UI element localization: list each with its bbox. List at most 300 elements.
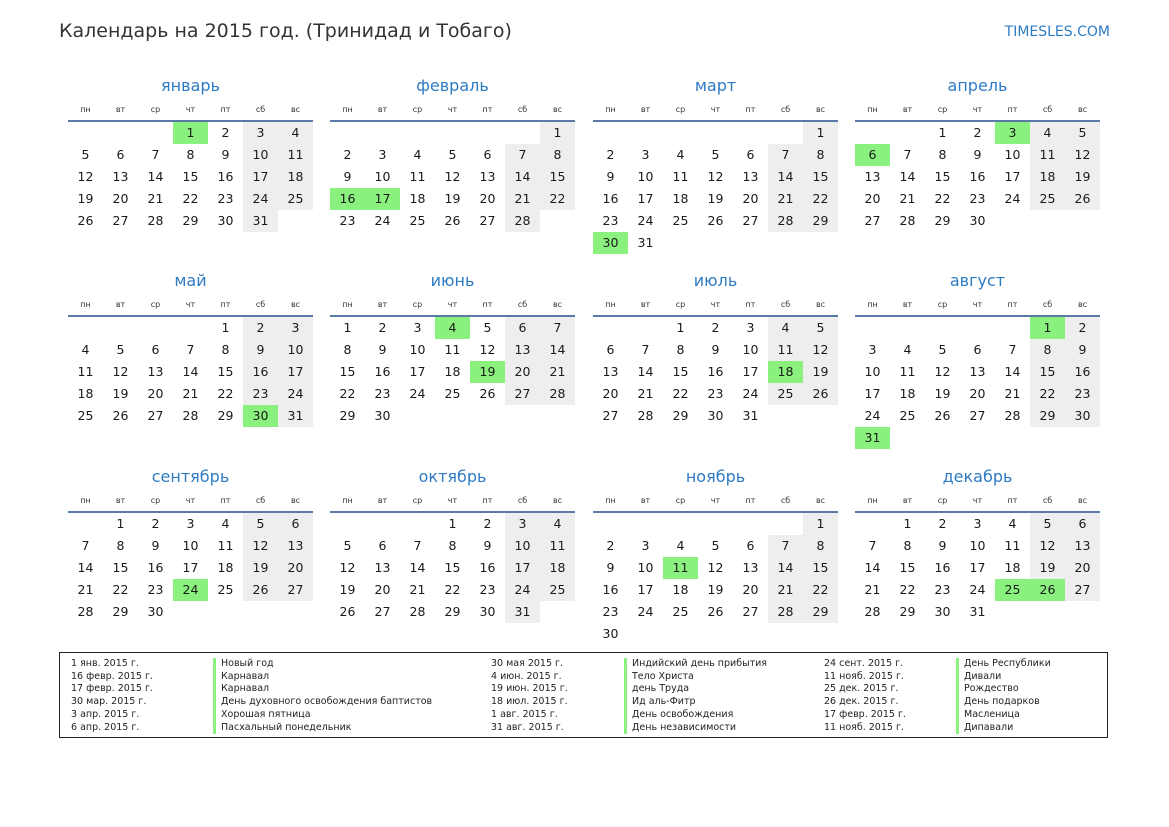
day-cell[interactable]: 22	[182, 191, 199, 206]
day-cell[interactable]: 10	[409, 342, 426, 357]
day-cell[interactable]: 25	[768, 383, 803, 405]
day-cell[interactable]: 16	[602, 191, 619, 206]
day-cell[interactable]: 24	[243, 188, 278, 210]
day-cell[interactable]: 15	[1030, 361, 1065, 383]
day-cell[interactable]: 8	[803, 535, 838, 557]
day-cell[interactable]: 29	[803, 601, 838, 623]
day-cell[interactable]: 15	[217, 364, 234, 379]
day-cell[interactable]: 26	[1065, 188, 1100, 210]
day-cell[interactable]: 10	[742, 342, 759, 357]
holiday-day[interactable]: 17	[365, 188, 400, 210]
day-cell[interactable]: 29	[182, 213, 199, 228]
day-cell[interactable]: 15	[444, 560, 461, 575]
holiday-day[interactable]: 26	[1030, 579, 1065, 601]
day-cell[interactable]: 22	[934, 191, 951, 206]
day-cell[interactable]: 11	[444, 342, 461, 357]
day-cell[interactable]: 31	[637, 235, 654, 250]
day-cell[interactable]: 11	[899, 364, 916, 379]
day-cell[interactable]: 8	[1030, 339, 1065, 361]
day-cell[interactable]: 14	[182, 364, 199, 379]
day-cell[interactable]: 3	[868, 342, 877, 357]
day-cell[interactable]: 26	[243, 579, 278, 601]
day-cell[interactable]: 5	[343, 538, 352, 553]
day-cell[interactable]: 21	[864, 582, 881, 597]
day-cell[interactable]: 10	[243, 144, 278, 166]
day-cell[interactable]: 24	[278, 383, 313, 405]
day-cell[interactable]: 7	[413, 538, 422, 553]
day-cell[interactable]: 1	[938, 125, 947, 140]
day-cell[interactable]: 28	[505, 210, 540, 232]
day-cell[interactable]: 1	[803, 513, 838, 535]
day-cell[interactable]: 1	[540, 122, 575, 144]
day-cell[interactable]: 26	[934, 408, 951, 423]
day-cell[interactable]: 21	[768, 579, 803, 601]
day-cell[interactable]: 28	[768, 210, 803, 232]
day-cell[interactable]: 8	[221, 342, 230, 357]
day-cell[interactable]: 8	[938, 147, 947, 162]
day-cell[interactable]: 5	[711, 538, 720, 553]
day-cell[interactable]: 4	[903, 342, 912, 357]
day-cell[interactable]: 13	[742, 560, 759, 575]
holiday-day[interactable]: 1	[1030, 317, 1065, 339]
day-cell[interactable]: 27	[969, 408, 986, 423]
day-cell[interactable]: 24	[742, 386, 759, 401]
day-cell[interactable]: 1	[116, 516, 125, 531]
day-cell[interactable]: 31	[243, 210, 278, 232]
day-cell[interactable]: 14	[768, 166, 803, 188]
day-cell[interactable]: 14	[505, 166, 540, 188]
day-cell[interactable]: 15	[672, 364, 689, 379]
day-cell[interactable]: 26	[77, 213, 94, 228]
day-cell[interactable]: 30	[707, 408, 724, 423]
day-cell[interactable]: 7	[151, 147, 160, 162]
day-cell[interactable]: 4	[1008, 516, 1017, 531]
day-cell[interactable]: 7	[505, 144, 540, 166]
site-link[interactable]: TIMESLES.COM	[1004, 24, 1110, 40]
day-cell[interactable]: 31	[505, 601, 540, 623]
day-cell[interactable]: 30	[147, 604, 164, 619]
day-cell[interactable]: 25	[1030, 188, 1065, 210]
day-cell[interactable]: 19	[707, 191, 724, 206]
day-cell[interactable]: 18	[77, 386, 94, 401]
day-cell[interactable]: 19	[444, 191, 461, 206]
day-cell[interactable]: 2	[711, 320, 720, 335]
day-cell[interactable]: 26	[112, 408, 129, 423]
day-cell[interactable]: 16	[602, 582, 619, 597]
day-cell[interactable]: 6	[505, 317, 540, 339]
day-cell[interactable]: 29	[934, 213, 951, 228]
day-cell[interactable]: 19	[707, 582, 724, 597]
holiday-day[interactable]: 3	[995, 122, 1030, 144]
day-cell[interactable]: 20	[742, 191, 759, 206]
day-cell[interactable]: 17	[505, 557, 540, 579]
day-cell[interactable]: 11	[1030, 144, 1065, 166]
day-cell[interactable]: 12	[77, 169, 94, 184]
day-cell[interactable]: 8	[116, 538, 125, 553]
day-cell[interactable]: 4	[278, 122, 313, 144]
day-cell[interactable]: 23	[969, 191, 986, 206]
day-cell[interactable]: 14	[899, 169, 916, 184]
day-cell[interactable]: 3	[973, 516, 982, 531]
day-cell[interactable]: 3	[278, 317, 313, 339]
day-cell[interactable]: 20	[602, 386, 619, 401]
day-cell[interactable]: 21	[409, 582, 426, 597]
day-cell[interactable]: 7	[868, 538, 877, 553]
day-cell[interactable]: 14	[540, 339, 575, 361]
day-cell[interactable]: 6	[746, 147, 755, 162]
day-cell[interactable]: 28	[77, 604, 94, 619]
day-cell[interactable]: 15	[803, 166, 838, 188]
day-cell[interactable]: 20	[112, 191, 129, 206]
day-cell[interactable]: 21	[505, 188, 540, 210]
day-cell[interactable]: 11	[217, 538, 234, 553]
day-cell[interactable]: 23	[602, 604, 619, 619]
day-cell[interactable]: 2	[378, 320, 387, 335]
day-cell[interactable]: 28	[409, 604, 426, 619]
day-cell[interactable]: 4	[540, 513, 575, 535]
day-cell[interactable]: 20	[278, 557, 313, 579]
day-cell[interactable]: 24	[637, 213, 654, 228]
day-cell[interactable]: 27	[479, 213, 496, 228]
day-cell[interactable]: 11	[540, 535, 575, 557]
day-cell[interactable]: 30	[374, 408, 391, 423]
day-cell[interactable]: 30	[969, 213, 986, 228]
day-cell[interactable]: 27	[864, 213, 881, 228]
day-cell[interactable]: 28	[1004, 408, 1021, 423]
day-cell[interactable]: 31	[969, 604, 986, 619]
day-cell[interactable]: 2	[483, 516, 492, 531]
day-cell[interactable]: 15	[339, 364, 356, 379]
day-cell[interactable]: 1	[343, 320, 352, 335]
day-cell[interactable]: 11	[278, 144, 313, 166]
day-cell[interactable]: 24	[1004, 191, 1021, 206]
day-cell[interactable]: 5	[483, 320, 492, 335]
day-cell[interactable]: 4	[413, 147, 422, 162]
day-cell[interactable]: 4	[676, 147, 685, 162]
day-cell[interactable]: 5	[116, 342, 125, 357]
day-cell[interactable]: 29	[899, 604, 916, 619]
day-cell[interactable]: 13	[112, 169, 129, 184]
day-cell[interactable]: 27	[602, 408, 619, 423]
holiday-day[interactable]: 30	[243, 405, 278, 427]
holiday-day[interactable]: 19	[470, 361, 505, 383]
day-cell[interactable]: 11	[77, 364, 94, 379]
day-cell[interactable]: 27	[1065, 579, 1100, 601]
day-cell[interactable]: 22	[803, 188, 838, 210]
day-cell[interactable]: 20	[742, 582, 759, 597]
day-cell[interactable]: 16	[1065, 361, 1100, 383]
day-cell[interactable]: 9	[1065, 339, 1100, 361]
day-cell[interactable]: 25	[444, 386, 461, 401]
day-cell[interactable]: 26	[707, 213, 724, 228]
day-cell[interactable]: 8	[803, 144, 838, 166]
day-cell[interactable]: 17	[637, 191, 654, 206]
day-cell[interactable]: 23	[243, 383, 278, 405]
day-cell[interactable]: 13	[864, 169, 881, 184]
day-cell[interactable]: 26	[479, 386, 496, 401]
day-cell[interactable]: 25	[672, 604, 689, 619]
day-cell[interactable]: 2	[938, 516, 947, 531]
day-cell[interactable]: 17	[637, 582, 654, 597]
day-cell[interactable]: 19	[1030, 557, 1065, 579]
day-cell[interactable]: 9	[483, 538, 492, 553]
day-cell[interactable]: 20	[505, 361, 540, 383]
day-cell[interactable]: 25	[409, 213, 426, 228]
day-cell[interactable]: 28	[637, 408, 654, 423]
day-cell[interactable]: 18	[217, 560, 234, 575]
day-cell[interactable]: 3	[641, 147, 650, 162]
day-cell[interactable]: 12	[803, 339, 838, 361]
day-cell[interactable]: 14	[864, 560, 881, 575]
day-cell[interactable]: 5	[81, 147, 90, 162]
day-cell[interactable]: 9	[378, 342, 387, 357]
day-cell[interactable]: 18	[540, 557, 575, 579]
day-cell[interactable]: 13	[505, 339, 540, 361]
day-cell[interactable]: 12	[339, 560, 356, 575]
day-cell[interactable]: 15	[540, 166, 575, 188]
day-cell[interactable]: 15	[112, 560, 129, 575]
day-cell[interactable]: 12	[1065, 144, 1100, 166]
day-cell[interactable]: 27	[742, 213, 759, 228]
day-cell[interactable]: 6	[116, 147, 125, 162]
holiday-day[interactable]: 4	[435, 317, 470, 339]
day-cell[interactable]: 22	[444, 582, 461, 597]
day-cell[interactable]: 8	[343, 342, 352, 357]
day-cell[interactable]: 22	[899, 582, 916, 597]
day-cell[interactable]: 16	[934, 560, 951, 575]
day-cell[interactable]: 11	[409, 169, 426, 184]
day-cell[interactable]: 21	[1004, 386, 1021, 401]
day-cell[interactable]: 7	[768, 144, 803, 166]
day-cell[interactable]: 9	[973, 147, 982, 162]
day-cell[interactable]: 5	[1065, 122, 1100, 144]
day-cell[interactable]: 22	[672, 386, 689, 401]
day-cell[interactable]: 28	[899, 213, 916, 228]
day-cell[interactable]: 11	[1004, 538, 1021, 553]
day-cell[interactable]: 18	[899, 386, 916, 401]
day-cell[interactable]: 17	[409, 364, 426, 379]
day-cell[interactable]: 31	[742, 408, 759, 423]
day-cell[interactable]: 3	[505, 513, 540, 535]
day-cell[interactable]: 3	[641, 538, 650, 553]
day-cell[interactable]: 30	[479, 604, 496, 619]
day-cell[interactable]: 18	[409, 191, 426, 206]
day-cell[interactable]: 14	[77, 560, 94, 575]
day-cell[interactable]: 13	[969, 364, 986, 379]
day-cell[interactable]: 29	[339, 408, 356, 423]
day-cell[interactable]: 17	[864, 386, 881, 401]
day-cell[interactable]: 1	[676, 320, 685, 335]
day-cell[interactable]: 24	[637, 604, 654, 619]
day-cell[interactable]: 12	[112, 364, 129, 379]
day-cell[interactable]: 16	[707, 364, 724, 379]
day-cell[interactable]: 24	[505, 579, 540, 601]
day-cell[interactable]: 16	[374, 364, 391, 379]
day-cell[interactable]: 23	[479, 582, 496, 597]
day-cell[interactable]: 23	[602, 213, 619, 228]
day-cell[interactable]: 7	[768, 535, 803, 557]
day-cell[interactable]: 19	[339, 582, 356, 597]
day-cell[interactable]: 14	[637, 364, 654, 379]
day-cell[interactable]: 5	[243, 513, 278, 535]
day-cell[interactable]: 19	[112, 386, 129, 401]
day-cell[interactable]: 8	[540, 144, 575, 166]
day-cell[interactable]: 4	[768, 317, 803, 339]
day-cell[interactable]: 27	[505, 383, 540, 405]
day-cell[interactable]: 9	[606, 169, 615, 184]
day-cell[interactable]: 31	[278, 405, 313, 427]
day-cell[interactable]: 13	[374, 560, 391, 575]
day-cell[interactable]: 30	[217, 213, 234, 228]
day-cell[interactable]: 28	[147, 213, 164, 228]
day-cell[interactable]: 16	[969, 169, 986, 184]
day-cell[interactable]: 18	[1004, 560, 1021, 575]
day-cell[interactable]: 4	[81, 342, 90, 357]
day-cell[interactable]: 10	[1004, 147, 1021, 162]
day-cell[interactable]: 24	[409, 386, 426, 401]
day-cell[interactable]: 29	[803, 210, 838, 232]
day-cell[interactable]: 8	[448, 538, 457, 553]
day-cell[interactable]: 16	[479, 560, 496, 575]
day-cell[interactable]: 17	[182, 560, 199, 575]
day-cell[interactable]: 28	[768, 601, 803, 623]
day-cell[interactable]: 21	[899, 191, 916, 206]
day-cell[interactable]: 15	[803, 557, 838, 579]
day-cell[interactable]: 20	[864, 191, 881, 206]
holiday-day[interactable]: 1	[173, 122, 208, 144]
day-cell[interactable]: 6	[1065, 513, 1100, 535]
day-cell[interactable]: 8	[903, 538, 912, 553]
day-cell[interactable]: 29	[1030, 405, 1065, 427]
day-cell[interactable]: 6	[483, 147, 492, 162]
day-cell[interactable]: 19	[1065, 166, 1100, 188]
day-cell[interactable]: 20	[147, 386, 164, 401]
day-cell[interactable]: 11	[672, 169, 689, 184]
day-cell[interactable]: 13	[602, 364, 619, 379]
day-cell[interactable]: 10	[505, 535, 540, 557]
day-cell[interactable]: 2	[1065, 317, 1100, 339]
day-cell[interactable]: 19	[934, 386, 951, 401]
day-cell[interactable]: 21	[768, 188, 803, 210]
day-cell[interactable]: 17	[1004, 169, 1021, 184]
day-cell[interactable]: 29	[112, 604, 129, 619]
day-cell[interactable]: 17	[243, 166, 278, 188]
day-cell[interactable]: 29	[217, 408, 234, 423]
day-cell[interactable]: 18	[672, 191, 689, 206]
day-cell[interactable]: 23	[934, 582, 951, 597]
day-cell[interactable]: 18	[672, 582, 689, 597]
day-cell[interactable]: 14	[409, 560, 426, 575]
day-cell[interactable]: 1	[903, 516, 912, 531]
day-cell[interactable]: 2	[343, 147, 352, 162]
day-cell[interactable]: 26	[444, 213, 461, 228]
day-cell[interactable]: 1	[221, 320, 230, 335]
day-cell[interactable]: 10	[182, 538, 199, 553]
day-cell[interactable]: 9	[938, 538, 947, 553]
holiday-day[interactable]: 25	[995, 579, 1030, 601]
day-cell[interactable]: 10	[864, 364, 881, 379]
day-cell[interactable]: 2	[973, 125, 982, 140]
day-cell[interactable]: 9	[711, 342, 720, 357]
day-cell[interactable]: 12	[1030, 535, 1065, 557]
day-cell[interactable]: 21	[637, 386, 654, 401]
day-cell[interactable]: 9	[606, 560, 615, 575]
day-cell[interactable]: 16	[147, 560, 164, 575]
day-cell[interactable]: 28	[864, 604, 881, 619]
day-cell[interactable]: 7	[186, 342, 195, 357]
day-cell[interactable]: 21	[77, 582, 94, 597]
day-cell[interactable]: 30	[602, 626, 619, 641]
day-cell[interactable]: 21	[182, 386, 199, 401]
day-cell[interactable]: 18	[1030, 166, 1065, 188]
day-cell[interactable]: 19	[243, 557, 278, 579]
day-cell[interactable]: 18	[444, 364, 461, 379]
day-cell[interactable]: 21	[147, 191, 164, 206]
day-cell[interactable]: 9	[343, 169, 352, 184]
day-cell[interactable]: 1	[803, 122, 838, 144]
day-cell[interactable]: 8	[676, 342, 685, 357]
day-cell[interactable]: 3	[746, 320, 755, 335]
holiday-day[interactable]: 18	[768, 361, 803, 383]
day-cell[interactable]: 17	[742, 364, 759, 379]
holiday-day[interactable]: 31	[855, 427, 890, 449]
day-cell[interactable]: 20	[479, 191, 496, 206]
day-cell[interactable]: 22	[112, 582, 129, 597]
day-cell[interactable]: 18	[278, 166, 313, 188]
day-cell[interactable]: 7	[1008, 342, 1017, 357]
day-cell[interactable]: 17	[969, 560, 986, 575]
day-cell[interactable]: 2	[606, 538, 615, 553]
day-cell[interactable]: 12	[444, 169, 461, 184]
day-cell[interactable]: 28	[540, 383, 575, 405]
day-cell[interactable]: 25	[278, 188, 313, 210]
day-cell[interactable]: 10	[637, 560, 654, 575]
day-cell[interactable]: 4	[1030, 122, 1065, 144]
holiday-day[interactable]: 24	[173, 579, 208, 601]
day-cell[interactable]: 1	[448, 516, 457, 531]
day-cell[interactable]: 30	[934, 604, 951, 619]
day-cell[interactable]: 6	[973, 342, 982, 357]
day-cell[interactable]: 6	[151, 342, 160, 357]
day-cell[interactable]: 23	[374, 386, 391, 401]
day-cell[interactable]: 6	[606, 342, 615, 357]
day-cell[interactable]: 11	[768, 339, 803, 361]
day-cell[interactable]: 22	[803, 579, 838, 601]
day-cell[interactable]: 9	[221, 147, 230, 162]
day-cell[interactable]: 13	[1065, 535, 1100, 557]
day-cell[interactable]: 21	[540, 361, 575, 383]
day-cell[interactable]: 12	[934, 364, 951, 379]
day-cell[interactable]: 13	[742, 169, 759, 184]
day-cell[interactable]: 10	[278, 339, 313, 361]
day-cell[interactable]: 25	[77, 408, 94, 423]
day-cell[interactable]: 16	[243, 361, 278, 383]
day-cell[interactable]: 24	[969, 582, 986, 597]
day-cell[interactable]: 6	[378, 538, 387, 553]
day-cell[interactable]: 2	[243, 317, 278, 339]
day-cell[interactable]: 3	[186, 516, 195, 531]
day-cell[interactable]: 5	[711, 147, 720, 162]
day-cell[interactable]: 22	[217, 386, 234, 401]
day-cell[interactable]: 4	[676, 538, 685, 553]
day-cell[interactable]: 5	[448, 147, 457, 162]
day-cell[interactable]: 10	[637, 169, 654, 184]
day-cell[interactable]: 26	[339, 604, 356, 619]
day-cell[interactable]: 27	[374, 604, 391, 619]
day-cell[interactable]: 12	[707, 169, 724, 184]
day-cell[interactable]: 20	[1065, 557, 1100, 579]
day-cell[interactable]: 23	[1065, 383, 1100, 405]
